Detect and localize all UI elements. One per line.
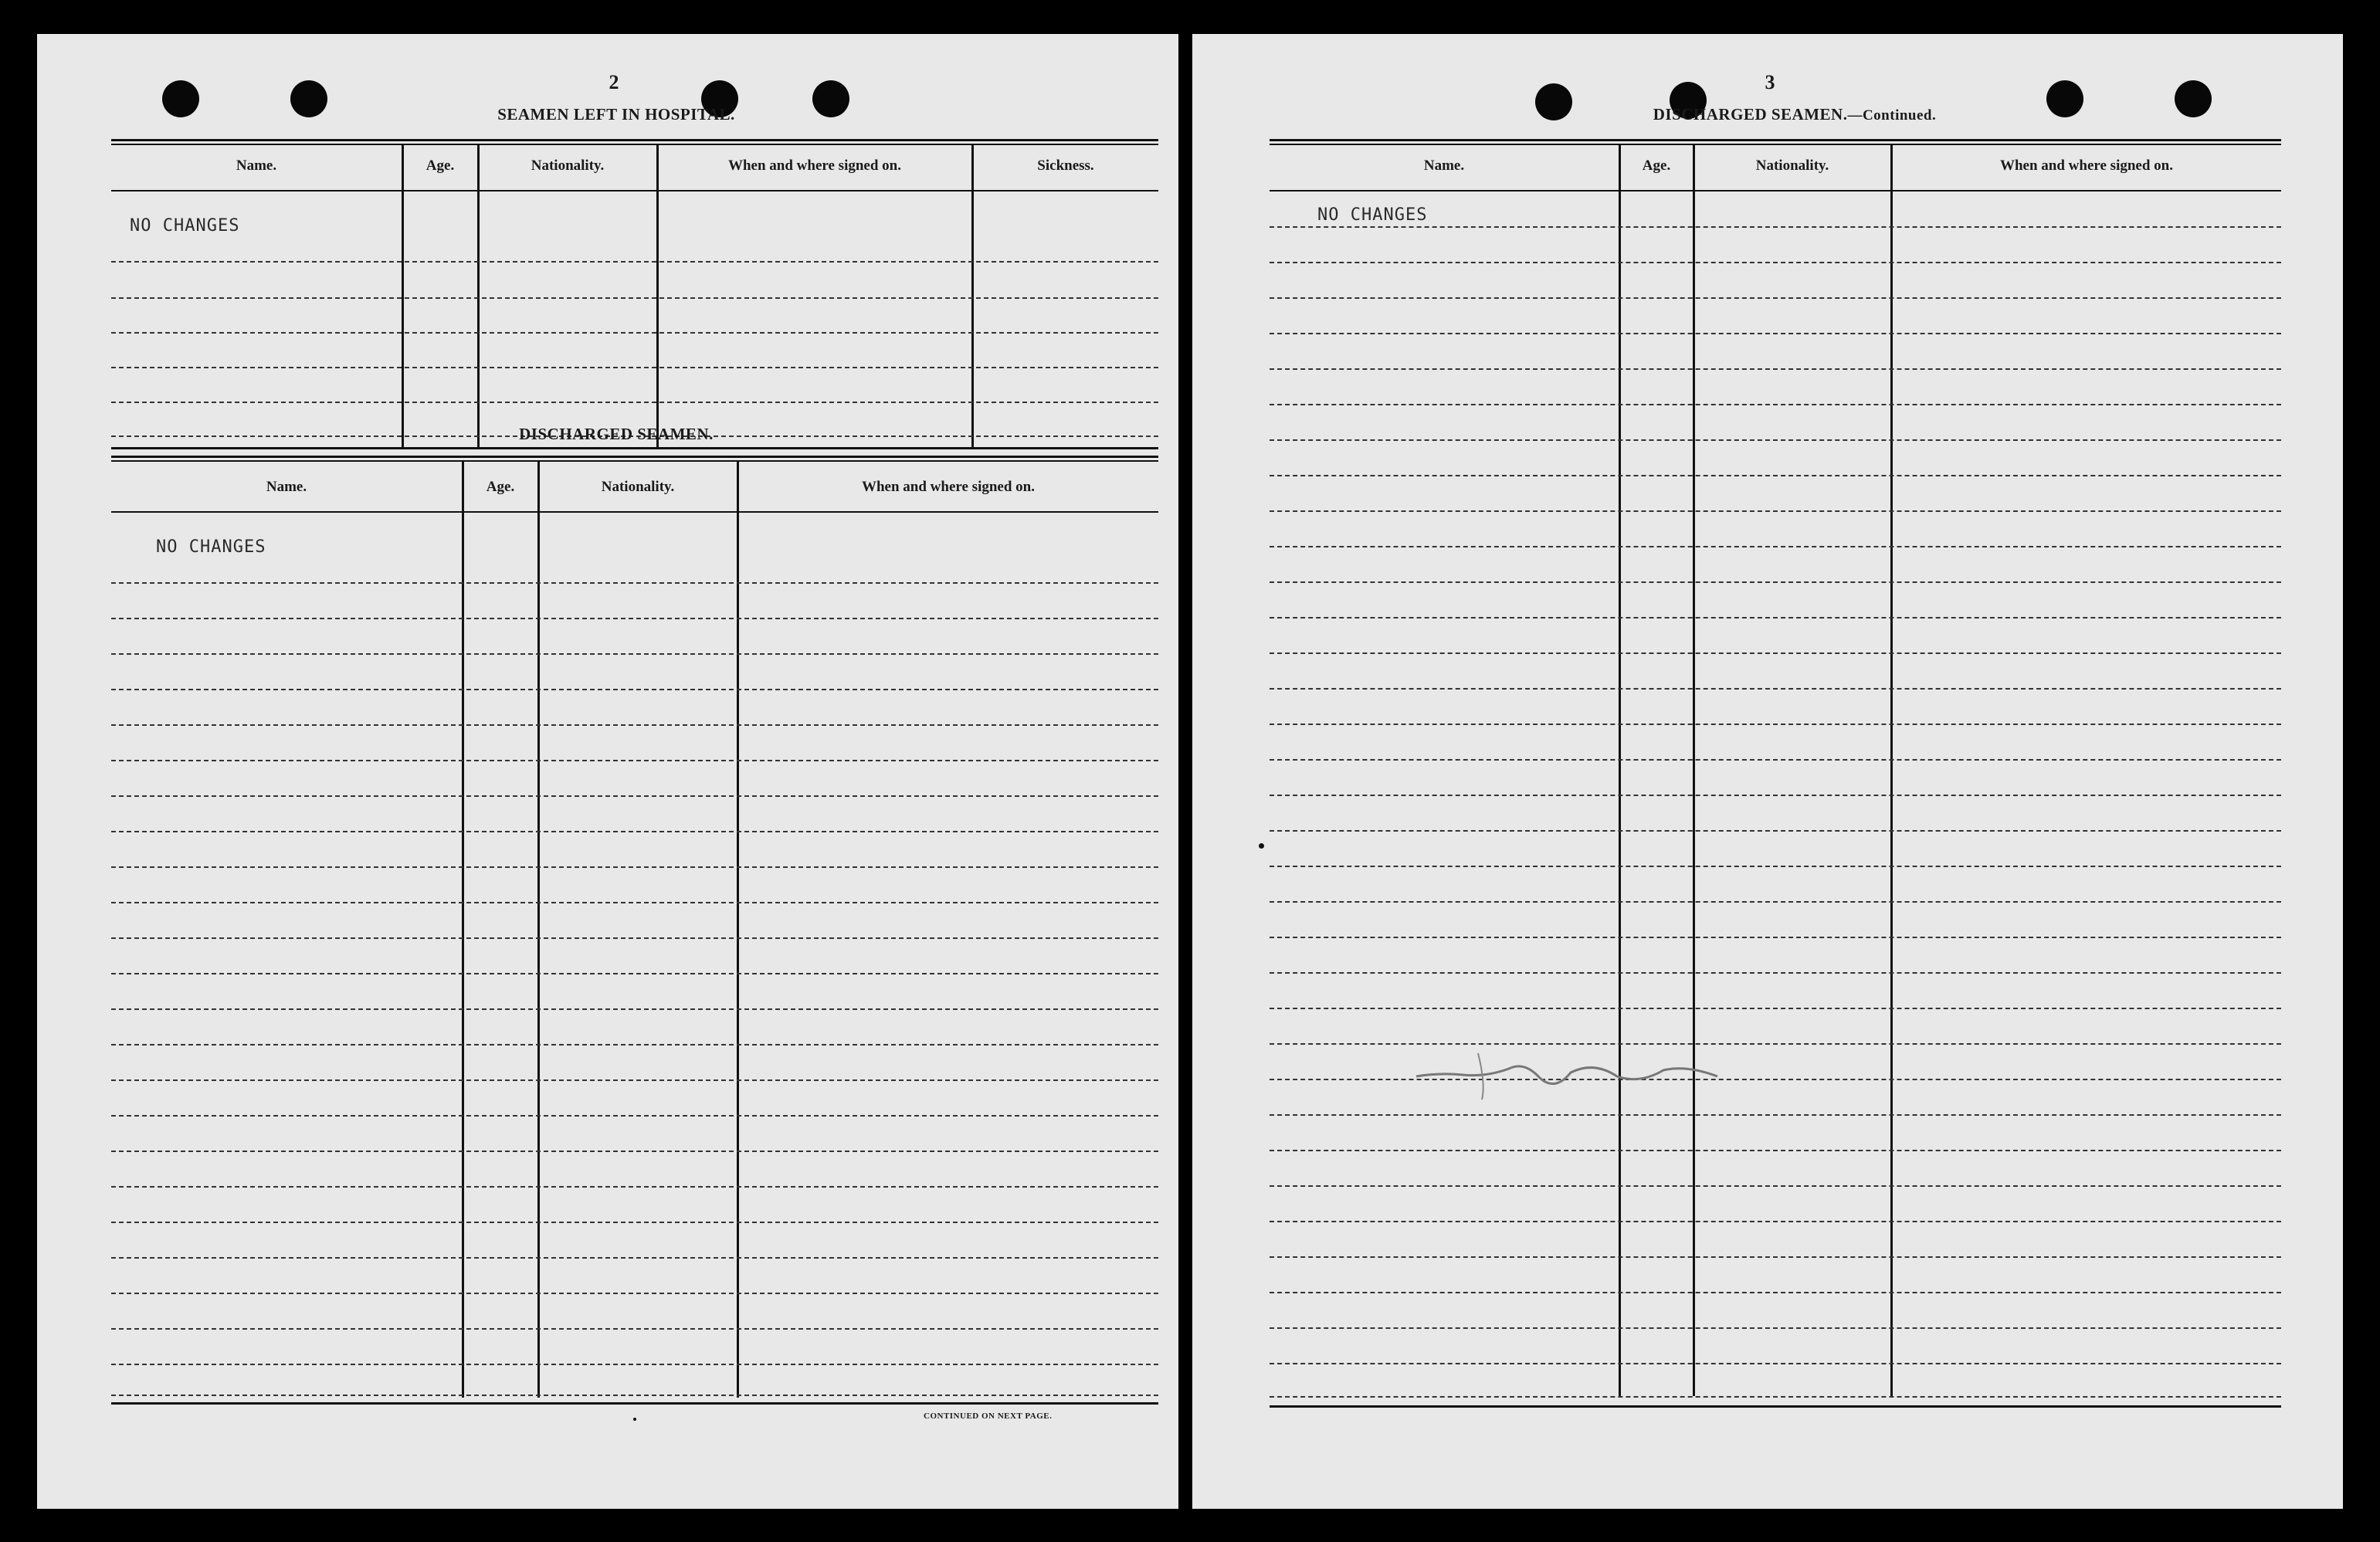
column-header: Name.: [1423, 158, 1465, 174]
punch-hole: [812, 80, 849, 117]
column-header: When and where signed on.: [861, 479, 1035, 495]
column-header: Name.: [236, 158, 277, 174]
column-header: When and where signed on.: [727, 158, 901, 174]
punch-hole: [1535, 83, 1572, 120]
punch-hole: [2046, 80, 2083, 117]
section-title-discharged: DISCHARGED SEAMEN.: [519, 425, 714, 443]
discharged-continued-table: [1270, 139, 2281, 1408]
column-header: When and where signed on.: [1999, 158, 2173, 174]
continued-note: CONTINUED ON NEXT PAGE.: [924, 1412, 1053, 1421]
column-header: Sickness.: [1037, 158, 1094, 174]
discharged-entry: NO CHANGES: [156, 537, 266, 557]
column-header: Age.: [425, 158, 455, 174]
column-header: Nationality.: [531, 158, 605, 174]
discharged-continued-entry: NO CHANGES: [1317, 205, 1428, 225]
left-page: [37, 34, 1178, 1509]
punch-hole: [2175, 80, 2212, 117]
column-header: Nationality.: [601, 479, 675, 495]
hospital-table: [111, 139, 1158, 452]
column-header: Age.: [486, 479, 515, 495]
punch-hole: [162, 80, 199, 117]
page-number: 3: [1765, 71, 1775, 93]
faint-signature-mark: [1409, 1030, 1733, 1107]
column-header: Age.: [1642, 158, 1671, 174]
right-page: [1192, 34, 2343, 1509]
column-header: Name.: [266, 479, 307, 495]
column-header: Nationality.: [1755, 158, 1829, 174]
section-title-hospital: SEAMEN LEFT IN HOSPITAL.: [497, 105, 735, 124]
page-number: 2: [609, 71, 619, 93]
punch-hole: [290, 80, 327, 117]
hospital-entry: NO CHANGES: [130, 216, 240, 236]
section-title-discharged-continued: DISCHARGED SEAMEN.—Continued.: [1653, 105, 1937, 124]
discharged-table: [111, 456, 1158, 1405]
